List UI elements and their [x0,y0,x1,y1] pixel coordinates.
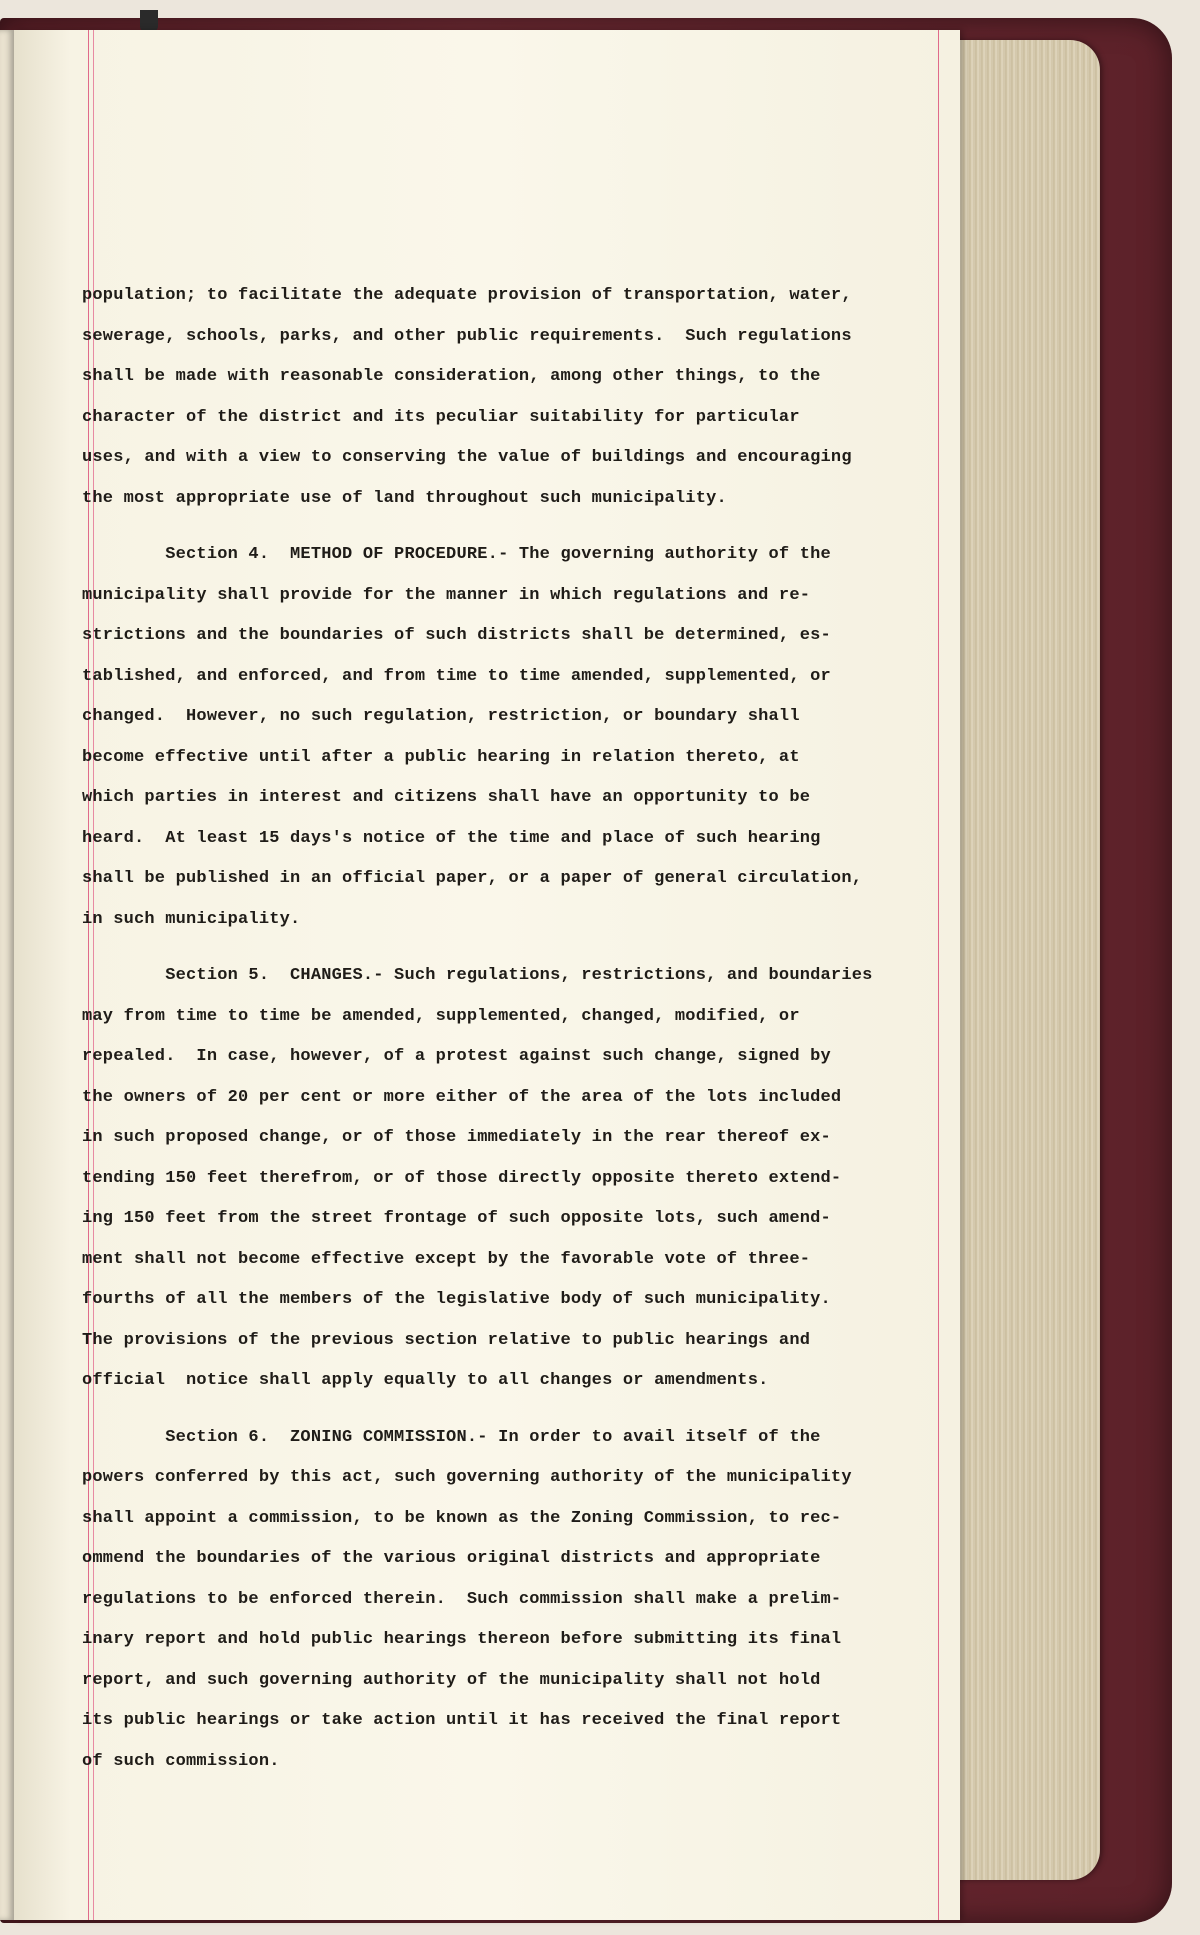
paragraph-continuation [82,276,962,519]
text-line: fourths of all the members of the legislative body of such municipality. [82,1290,831,1309]
text-line: become effective until after a public hearing in relation thereto, at [82,747,800,767]
text-line: population; to facilitate the adequate provision of transportation, water, [82,286,852,305]
text-line: regulations to be enforced therein. Such commission shall make a prelim- [82,1589,842,1609]
paragraph-section-6 [82,1418,962,1783]
text-line: the owners of 20 per cent or more either of the area of the lots included [82,1087,842,1107]
text-line: may from time to time be amended, supplemented, changed, modified, or [82,1006,800,1026]
text-line: repealed. In case, however, of a protest against such change, signed by [82,1047,831,1066]
text-line: uses, and with a view to conserving the value of buildings and encouraging [82,448,852,467]
text-line: of such commission. [82,1751,280,1771]
text-line: report, and such governing authority of the municipality shall not hold [82,1670,821,1690]
text-line: shall be made with reasonable consideration, among other things, to the [82,367,821,386]
text-line: ommend the boundaries of the various original districts and appropriate [82,1549,821,1568]
text-line: strictions and the boundaries of such districts shall be determined, es- [82,626,831,645]
text-line: shall appoint a commission, to be known as the Zoning Commission, to rec- [82,1508,842,1528]
text-line: tending 150 feet therefrom, or of those directly opposite thereto extend- [82,1168,842,1188]
paragraph-section-4 [82,535,962,940]
document-text [82,276,962,1798]
text-line: the most appropriate use of land throughout such municipality. [82,488,727,508]
binding-tab [140,10,158,32]
text-line: Section 5. CHANGES.- Such regulations, restrictions, and boundaries [82,966,873,985]
paragraph-section-5 [82,956,962,1402]
text-line: powers conferred by this act, such governing authority of the municipality [82,1468,852,1487]
text-line: ment shall not become effective except by the favorable vote of three- [82,1249,811,1269]
text-line: heard. At least 15 days's notice of the time and place of such hearing [82,828,821,848]
text-line: The provisions of the previous section relative to public hearings and [82,1330,811,1350]
text-line: sewerage, schools, parks, and other public requirements. Such regulations [82,326,852,346]
text-line: ing 150 feet from the street frontage of such opposite lots, such amend- [82,1209,831,1228]
text-line: in such municipality. [82,909,301,929]
text-line: its public hearings or take action until it has received the final report [82,1711,842,1730]
text-line: changed. However, no such regulation, restriction, or boundary shall [82,707,800,726]
text-line: Section 6. ZONING COMMISSION.- In order to avail itself of the [82,1427,821,1447]
text-line: inary report and hold public hearings thereon before submitting its final [82,1630,842,1649]
text-line: which parties in interest and citizens shall have an opportunity to be [82,788,811,807]
text-line: character of the district and its peculiar suitability for particular [82,407,800,427]
text-line: shall be published in an official paper, or a paper of general circulation, [82,869,863,888]
page-edges [950,40,1100,1880]
text-line: official notice shall apply equally to all changes or amendments. [82,1371,769,1390]
text-line: municipality shall provide for the manner in which regulations and re- [82,585,811,605]
left-page-edge [0,30,14,1920]
text-line: in such proposed change, or of those immediately in the rear thereof ex- [82,1128,831,1147]
text-line: Section 4. METHOD OF PROCEDURE.- The governing authority of the [82,545,831,564]
text-line: tablished, and enforced, and from time to time amended, supplemented, or [82,666,831,686]
